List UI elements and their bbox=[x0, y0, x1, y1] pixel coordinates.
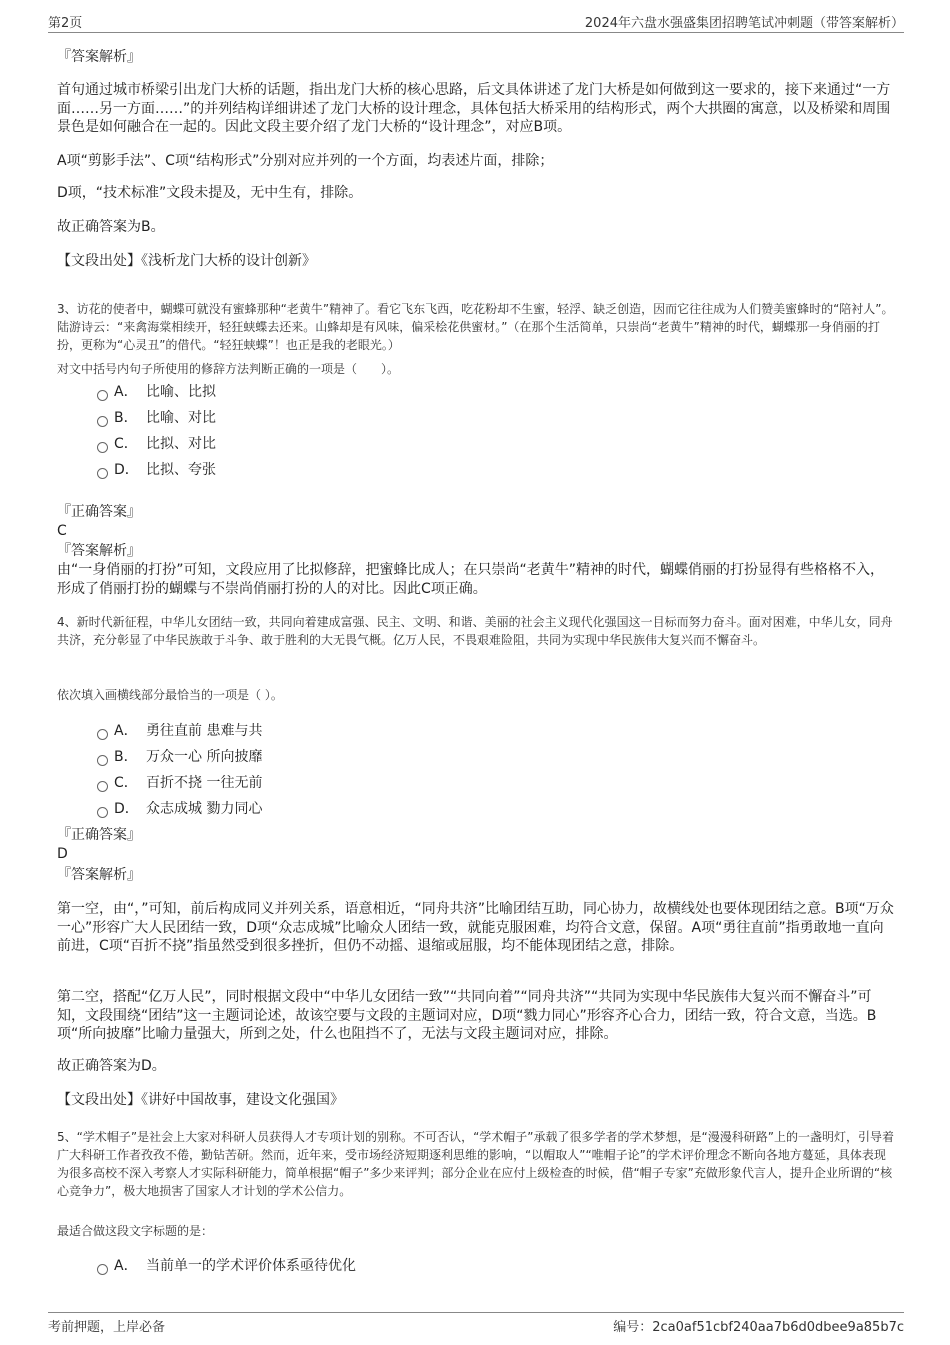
radio-icon[interactable] bbox=[97, 755, 108, 766]
page-number: 第2页 bbox=[48, 16, 83, 31]
q4-analysis-p1: 第一空，由“，”可知，前后构成同义并列关系，语意相近，“同舟共济”比喻团结互助，同心协力，故横线处也要体现团结之意。B项“万众一心”形容广大人民团结一致，D项“众志成城”比喻众人团结一致，就能克服困难，均符合文意，保留。A项“勇往直前”指勇敢地一直向前进，C项“百折不挠”指虽然受到很多挫折，但仍不动摇、退缩或屈服，均不能体现团结之意，排除。 bbox=[57, 901, 894, 954]
q3-analysis: 由“一身俏丽的打扮”可知，文段应用了比拟修辞，把蜜蜂比成人；在只崇尚“老黄牛”精神的时代，蝴蝶俏丽的打扮显得有些格格不入，形成了俏丽打扮的蝴蝶与不崇尚俏丽打扮的人的对比。因此C项正确。 bbox=[57, 562, 885, 597]
radio-icon[interactable] bbox=[97, 442, 108, 453]
q2-analysis-p3: D项，“技术标准”文段未提及，无中生有，排除。 bbox=[57, 185, 363, 201]
q4-stem: 4、新时代新征程，中华儿女团结一致，共同向着建成富强、民主、文明、和谐、美丽的社会主义现代化强国这一目标而努力奋斗。面对困难，中华儿女，同舟共济，充分彰显了中华民族敢于斗争、敢于胜利的大无畏气概。亿万人民，不畏艰难险阻，共同为实现中华民族伟大复兴而不懈奋斗。 bbox=[57, 615, 893, 647]
q4-option-b[interactable]: B． 万众一心 所向披靡 bbox=[97, 747, 262, 767]
q4-analysis-p2: 第二空，搭配“亿万人民”，同时根据文段中“中华儿女团结一致”“共同向着”“同舟共济”“共同为实现中华民族伟大复兴而不懈奋斗”可知，文段围绕“团结”这一主题词论述，故该空要与文段的主题词对应，D项“戮力同心”形容齐心合力，团结一致，符合文意，当选。B项“所向披靡”比喻力量强大，所到之处，什么也阻挡不了，无法与文段主题词对应，排除。 bbox=[57, 989, 877, 1042]
radio-icon[interactable] bbox=[97, 781, 108, 792]
q4-question: 依次填入画横线部分最恰当的一项是（ ）。 bbox=[57, 688, 283, 702]
document-title: 2024年六盘水强盛集团招聘笔试冲刺题（带答案解析） bbox=[584, 16, 904, 31]
q4-option-c[interactable]: C． 百折不挠 一往无前 bbox=[97, 773, 262, 793]
q2-analysis-p1: 首句通过城市桥梁引出龙门大桥的话题，指出龙门大桥的核心思路，后文具体讲述了龙门大桥是如何做到这一要求的，接下来通过“一方面……另一方面……”的并列结构详细讲述了龙门大桥的设计理念，具体包括大桥采用的结构形式，两个大拱圈的寓意，以及桥梁和周围景色是如何融合在一起的。因此文段主要介绍了龙门大桥的“设计理念”，对应B项。 bbox=[57, 82, 891, 135]
q2-source: 【文段出处】《浅析龙门大桥的设计创新》 bbox=[57, 253, 316, 269]
q4-analysis-label: 『答案解析』 bbox=[57, 867, 141, 883]
radio-icon[interactable] bbox=[97, 807, 108, 818]
radio-icon[interactable] bbox=[97, 1264, 108, 1275]
q4-answer-label: 『正确答案』 bbox=[57, 827, 141, 843]
q4-source: 【文段出处】《讲好中国故事，建设文化强国》 bbox=[57, 1092, 344, 1108]
page-header bbox=[48, 12, 904, 33]
q3-option-a[interactable]: A． 比喻、比拟 bbox=[97, 382, 216, 402]
q3-stem: 3、访花的使者中，蝴蝶可就没有蜜蜂那种“老黄牛”精神了。看它飞东飞西，吃花粉却不生蜜，轻浮、缺乏创造，因而它往往成为人们赞美蜜蜂时的“陪衬人”。陆游诗云：“来禽海棠相续开，轻狂蛱蝶去还来。山蜂却是有风味，偏采桧花供蜜材。”（在那个生活简单，只崇尚“老黄牛”精神的时代，蝴蝶那一身俏丽的打扮，更称为“心灵丑”的借代。“轻狂蛱蝶”！也正是我的老眼光。） bbox=[57, 302, 894, 352]
footer-slogan: 考前押题，上岸必备 bbox=[48, 1320, 166, 1335]
q5-question: 最适合做这段文字标题的是： bbox=[57, 1224, 214, 1238]
q3-question: 对文中括号内句子所使用的修辞方法判断正确的一项是（ ）。 bbox=[57, 362, 400, 376]
q4-option-a[interactable]: A． 勇往直前 患难与共 bbox=[97, 721, 262, 741]
code-value: 2ca0af51cbf240aa7b6d0dbee9a85b7c bbox=[652, 1320, 904, 1335]
q2-analysis-p2: A项“剪影手法”、C项“结构形式”分别对应并列的一个方面，均表述片面，排除； bbox=[57, 153, 554, 169]
q5-stem: 5、“学术帽子”是社会上大家对科研人员获得人才专项计划的别称。不可否认，“学术帽子”承载了很多学者的学术梦想，是“漫漫科研路”上的一盏明灯，引导着广大科研工作者孜孜不倦，勤钻苦研。然而，近年来，受市场经济短期逐利思维的影响，“以帽取人”“唯帽子论”的学术评价理念不断向各地方蔓延，具体表现为很多高校不深入考察人才实际科研能力，简单根据“帽子”多少来评判；部分企业在应付上级检查的时候，借“帽子专家”充做形象代言人，提升企业所谓的“核心竞争力”，极大地损害了国家人才计划的学术公信力。 bbox=[57, 1130, 894, 1198]
q4-option-d[interactable]: D． 众志成城 勠力同心 bbox=[97, 799, 262, 819]
radio-icon[interactable] bbox=[97, 468, 108, 479]
radio-icon[interactable] bbox=[97, 729, 108, 740]
q3-analysis-label: 『答案解析』 bbox=[57, 543, 141, 559]
page-footer bbox=[48, 1312, 904, 1335]
document-code bbox=[613, 1316, 904, 1335]
q2-analysis-p4: 故正确答案为B。 bbox=[57, 219, 165, 235]
q4-answer: D bbox=[57, 846, 68, 862]
code-label: 编号： bbox=[613, 1320, 653, 1335]
q3-option-c[interactable]: C． 比拟、对比 bbox=[97, 434, 216, 454]
q3-answer: C bbox=[57, 523, 67, 539]
radio-icon[interactable] bbox=[97, 416, 108, 427]
q3-option-b[interactable]: B． 比喻、对比 bbox=[97, 408, 216, 428]
q4-analysis-p3: 故正确答案为D。 bbox=[57, 1058, 166, 1074]
q2-analysis-label: 『答案解析』 bbox=[57, 49, 141, 65]
radio-icon[interactable] bbox=[97, 390, 108, 401]
q3-option-d[interactable]: D． 比拟、夸张 bbox=[97, 460, 216, 480]
q3-answer-label: 『正确答案』 bbox=[57, 504, 141, 520]
q5-option-a[interactable]: A． 当前单一的学术评价体系亟待优化 bbox=[97, 1256, 356, 1276]
